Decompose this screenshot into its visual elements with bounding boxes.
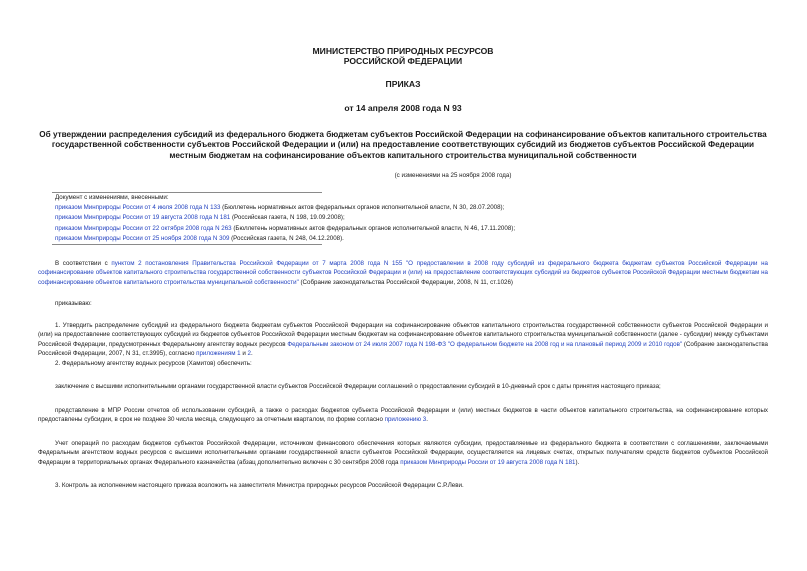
list-item <box>55 203 768 213</box>
paragraph-reports <box>38 406 768 425</box>
orders-word: приказываю: <box>55 300 92 308</box>
ministry-line-2: РОССИЙСКОЙ ФЕДЕРАЦИИ <box>343 56 463 66</box>
appendix-1-link[interactable]: приложениям 1 <box>196 350 241 358</box>
doc-changes-list <box>55 193 768 244</box>
amendment-source-3: (Бюллетень нормативных актов федеральных органов исполнительной власти, N 46, 17.11.2008); <box>231 224 516 232</box>
amendment-source-4: (Российская газета, N 248, 04.12.2008). <box>229 234 344 242</box>
list-item <box>55 224 768 234</box>
appendix-2-link[interactable]: 2 <box>247 350 251 358</box>
amendment-link-4[interactable]: приказом Минприроды России от 25 ноября 2008 года N 309 <box>55 234 230 242</box>
accounting-end: ). <box>575 458 580 466</box>
divider-bottom <box>52 244 322 245</box>
paragraph-preamble <box>38 259 768 288</box>
resolution-link[interactable]: пунктом 2 постановления Правительства Российской Федерации от 7 марта 2008 года N 155 "О предоставлении в 2008 году субсидий из федерального бюджета бюджетам субъектов Российской Федерации на софинансирование объектов капитального строительства государственной собственности субъектов Российской Федерации и (или) на предоставление соответствующих субсидий из бюджетов субъектов Российской Федерации местным бюджетам на софинансирование объектов капитального строительства муниципальной собственности" <box>38 259 769 286</box>
reports-end: . <box>426 416 428 424</box>
doc-date-number: от 14 апреля 2008 года N 93 <box>344 103 462 113</box>
doc-title: Об утверждении распределения субсидий из федерального бюджета бюджетам субъектов Российской Федерации на софинансирование объектов капитального строительства государственной собственности субъектов Российской Федерации и (или) на предоставление соответствующих субсидий из бюджетов субъектов Российской Федерации местным бюджетам на софинансирование объектов капитального строительства муниципальной собственности <box>39 130 767 160</box>
ministry-heading <box>38 46 768 66</box>
amendment-source-2: (Российская газета, N 198, 19.09.2008); <box>230 214 345 222</box>
appendix-3-link[interactable]: приложению 3 <box>384 416 427 424</box>
doc-type: ПРИКАЗ <box>385 79 421 89</box>
amendment-link-2[interactable]: приказом Минприроды России от 19 августа 2008 года N 181 <box>55 214 231 222</box>
paragraph-item-3: 3. Контроль за исполнением настоящего приказа возложить на заместителя Министра природных ресурсов Российской Федерации С.Р.Леви. <box>55 482 464 490</box>
item-1-source: (Собрание законодательства Российской Федерации, 2007, N 31, ст.3995), согласно <box>38 340 768 358</box>
paragraph-agreements: заключение с высшими исполнительными органами государственной власти субъектов Российской Федерации соглашений о предоставлении субсидий в 10-дневный срок с даты принятия настоящего приказа; <box>55 383 661 391</box>
item-1-end: . <box>251 350 253 358</box>
list-item <box>55 234 768 244</box>
amendment-link-1[interactable]: приказом Минприроды России от 4 июля 2008 года N 133 <box>55 204 221 212</box>
paragraph-item-1 <box>38 321 768 359</box>
reports-text: представление в МПР России отчетов об использовании субсидий, а также о расходах бюджетов субъекта Российской Федерации и (или) местных бюджетов в части объектов капитального строительства, на софинансирование которых предоставлены субсидии, в срок не позднее 30 числа месяца, следующего за отчетным кварталом, по форме согласно <box>38 406 768 424</box>
paragraph-item-2: 2. Федеральному агентству водных ресурсов (Хамитов) обеспечить: <box>55 359 252 367</box>
list-item <box>55 213 768 223</box>
paragraph-accounting <box>38 439 768 468</box>
changes-note: (с изменениями на 25 ноября 2008 года) <box>394 171 512 179</box>
order-181-link[interactable]: приказом Минприроды России от 19 августа 2008 года N 181 <box>400 458 576 466</box>
accounting-text: Учет операций по расходам бюджетов субъектов Российской Федерации, источником финансового обеспечения которых являются субсидии, предоставляемые из федерального бюджета в соответствии с соглашениями, заключаемыми Федеральным агентством водных ресурсов с высшими исполнительными органами государственной власти субъектов Российской Федерации, осуществляется на лицевых счетах, открытых получателям средств бюджетов субъектов Российской Федерации в территориальных органах Федерального казначейства (абзац дополнительно включен с 30 сентября 2008 года <box>38 439 768 466</box>
federal-law-link[interactable]: Федеральным законом от 24 июля 2007 года N 198-ФЗ "О федеральном бюджете на 2008 год и на плановый период 2009 и 2010 годов" <box>287 340 683 348</box>
amendment-link-3[interactable]: приказом Минприроды России от 22 октября 2008 года N 263 <box>55 224 232 232</box>
preamble-text: В соответствии с <box>55 259 112 267</box>
doc-changes-heading: Документ с изменениями, внесенными: <box>55 193 169 201</box>
item-1-text: 1. Утвердить распределение субсидий из федерального бюджета бюджетам субъектов Российской Федерации на софинансирование объектов капитального строительства государственной собственности субъектов Российской Федерации и (или) на предоставление соответствующих субсидий из бюджетов субъектов Российской Федерации местным бюджетам на софинансирование объектов капитального строительства муниципальной собственности (далее - субсидии) между субъектами Российской Федерации, предусмотренных Федеральному агентству водных ресурсов <box>38 321 768 348</box>
ministry-line-1: МИНИСТЕРСТВО ПРИРОДНЫХ РЕСУРСОВ <box>312 46 494 56</box>
item-1-and: и <box>240 350 248 358</box>
preamble-source: (Собрание законодательства Российской Федерации, 2008, N 11, ст.1026) <box>298 278 513 286</box>
document-page <box>38 0 768 491</box>
amendment-source-1: (Бюллетень нормативных актов федеральных органов исполнительной власти, N 30, 28.07.2008); <box>220 204 505 212</box>
